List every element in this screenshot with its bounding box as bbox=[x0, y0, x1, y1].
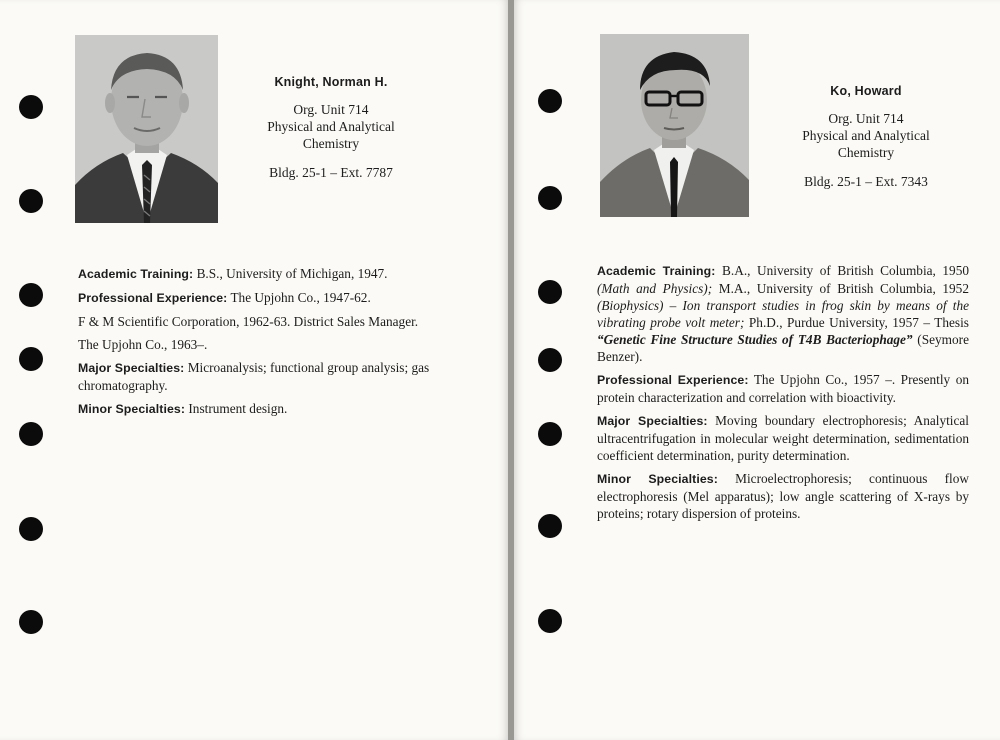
section-label: Academic Training: bbox=[78, 267, 194, 281]
binder-hole bbox=[538, 280, 562, 304]
minor-specialties bbox=[597, 470, 969, 522]
section-text: Moving boundary electrophoresis; Analytical ultracentrifugation in molecular weight determination, sedimentation coefficient determination, purity determination. bbox=[597, 413, 969, 463]
section-text: F & M Scientific Corporation, 1962-63. District Sales Manager. bbox=[78, 314, 419, 329]
section-text: Microanalysis; functional group analysis; gas chromatography. bbox=[78, 360, 430, 393]
binder-hole bbox=[538, 348, 562, 372]
section-text: M.A., University of British Columbia, 1952 bbox=[718, 281, 969, 296]
academic-training bbox=[78, 265, 456, 283]
section-text: The Upjohn Co., 1963–. bbox=[78, 337, 208, 352]
section-text: (Seymore Benzer). bbox=[597, 332, 969, 364]
section-text-italic: (Math and Physics); bbox=[597, 281, 713, 296]
binder-hole bbox=[538, 186, 562, 210]
binder-hole bbox=[19, 189, 43, 213]
binder-hole bbox=[538, 422, 562, 446]
major-specialties bbox=[597, 412, 969, 464]
staff-name: Ko, Howard bbox=[830, 84, 902, 98]
department-line: Physical and Analytical bbox=[267, 119, 395, 134]
section-text: The Upjohn Co., 1947-62. bbox=[230, 290, 371, 305]
academic-training bbox=[597, 262, 969, 365]
binder-hole bbox=[19, 95, 43, 119]
staff-details bbox=[597, 262, 969, 528]
portrait-photo bbox=[600, 34, 749, 217]
thesis-title: “Genetic Fine Structure Studies of T4B Bacteriophage” bbox=[597, 332, 913, 347]
binder-hole bbox=[19, 610, 43, 634]
section-text-italic: (Biophysics) – Ion transport studies in frog skin by means of the vibrating probe volt meter; bbox=[597, 298, 969, 330]
department-line: Physical and Analytical bbox=[802, 128, 930, 143]
org-unit: Org. Unit 714 bbox=[828, 111, 904, 126]
building-extension: Bldg. 25-1 – Ext. 7787 bbox=[269, 165, 393, 180]
section-text: B.A., University of British Columbia, 1950 bbox=[722, 263, 970, 278]
staff-name: Knight, Norman H. bbox=[274, 75, 388, 89]
section-text: Instrument design. bbox=[188, 401, 288, 416]
binder-hole bbox=[538, 514, 562, 538]
binder-hole bbox=[19, 347, 43, 371]
binder-hole bbox=[19, 283, 43, 307]
professional-experience bbox=[78, 289, 456, 307]
portrait-photo bbox=[75, 35, 218, 223]
binder-hole bbox=[538, 609, 562, 633]
minor-specialties bbox=[78, 400, 456, 418]
section-text: B.S., University of Michigan, 1947. bbox=[196, 266, 388, 281]
section-label: Major Specialties: bbox=[78, 361, 185, 375]
major-specialties bbox=[78, 359, 456, 394]
department-line: Chemistry bbox=[837, 145, 895, 160]
org-unit: Org. Unit 714 bbox=[293, 102, 369, 117]
binder-hole bbox=[19, 422, 43, 446]
section-label: Professional Experience: bbox=[78, 291, 228, 305]
section-label: Minor Specialties: bbox=[597, 472, 718, 486]
staff-details bbox=[78, 265, 456, 424]
section-label: Academic Training: bbox=[597, 264, 716, 278]
right-page bbox=[514, 0, 1000, 740]
section-label: Professional Experience: bbox=[597, 373, 749, 387]
staff-header bbox=[780, 83, 952, 190]
staff-header bbox=[252, 74, 410, 181]
binder-hole bbox=[538, 89, 562, 113]
section-text: The Upjohn Co., 1957 –. Presently on protein characterization and correlation with bioactivity. bbox=[597, 372, 969, 405]
professional-experience bbox=[597, 371, 969, 406]
section-text: Ph.D., Purdue University, 1957 – Thesis bbox=[748, 315, 969, 330]
section-label: Minor Specialties: bbox=[78, 402, 186, 416]
building-extension: Bldg. 25-1 – Ext. 7343 bbox=[804, 174, 928, 189]
section-text: Microelectrophoresis; continuous flow electrophoresis (Mel apparatus); low angle scattering of X-rays by proteins; rotary dispersion of proteins. bbox=[597, 471, 969, 521]
section-label: Major Specialties: bbox=[597, 414, 708, 428]
department-line: Chemistry bbox=[302, 136, 360, 151]
binder-hole bbox=[19, 517, 43, 541]
